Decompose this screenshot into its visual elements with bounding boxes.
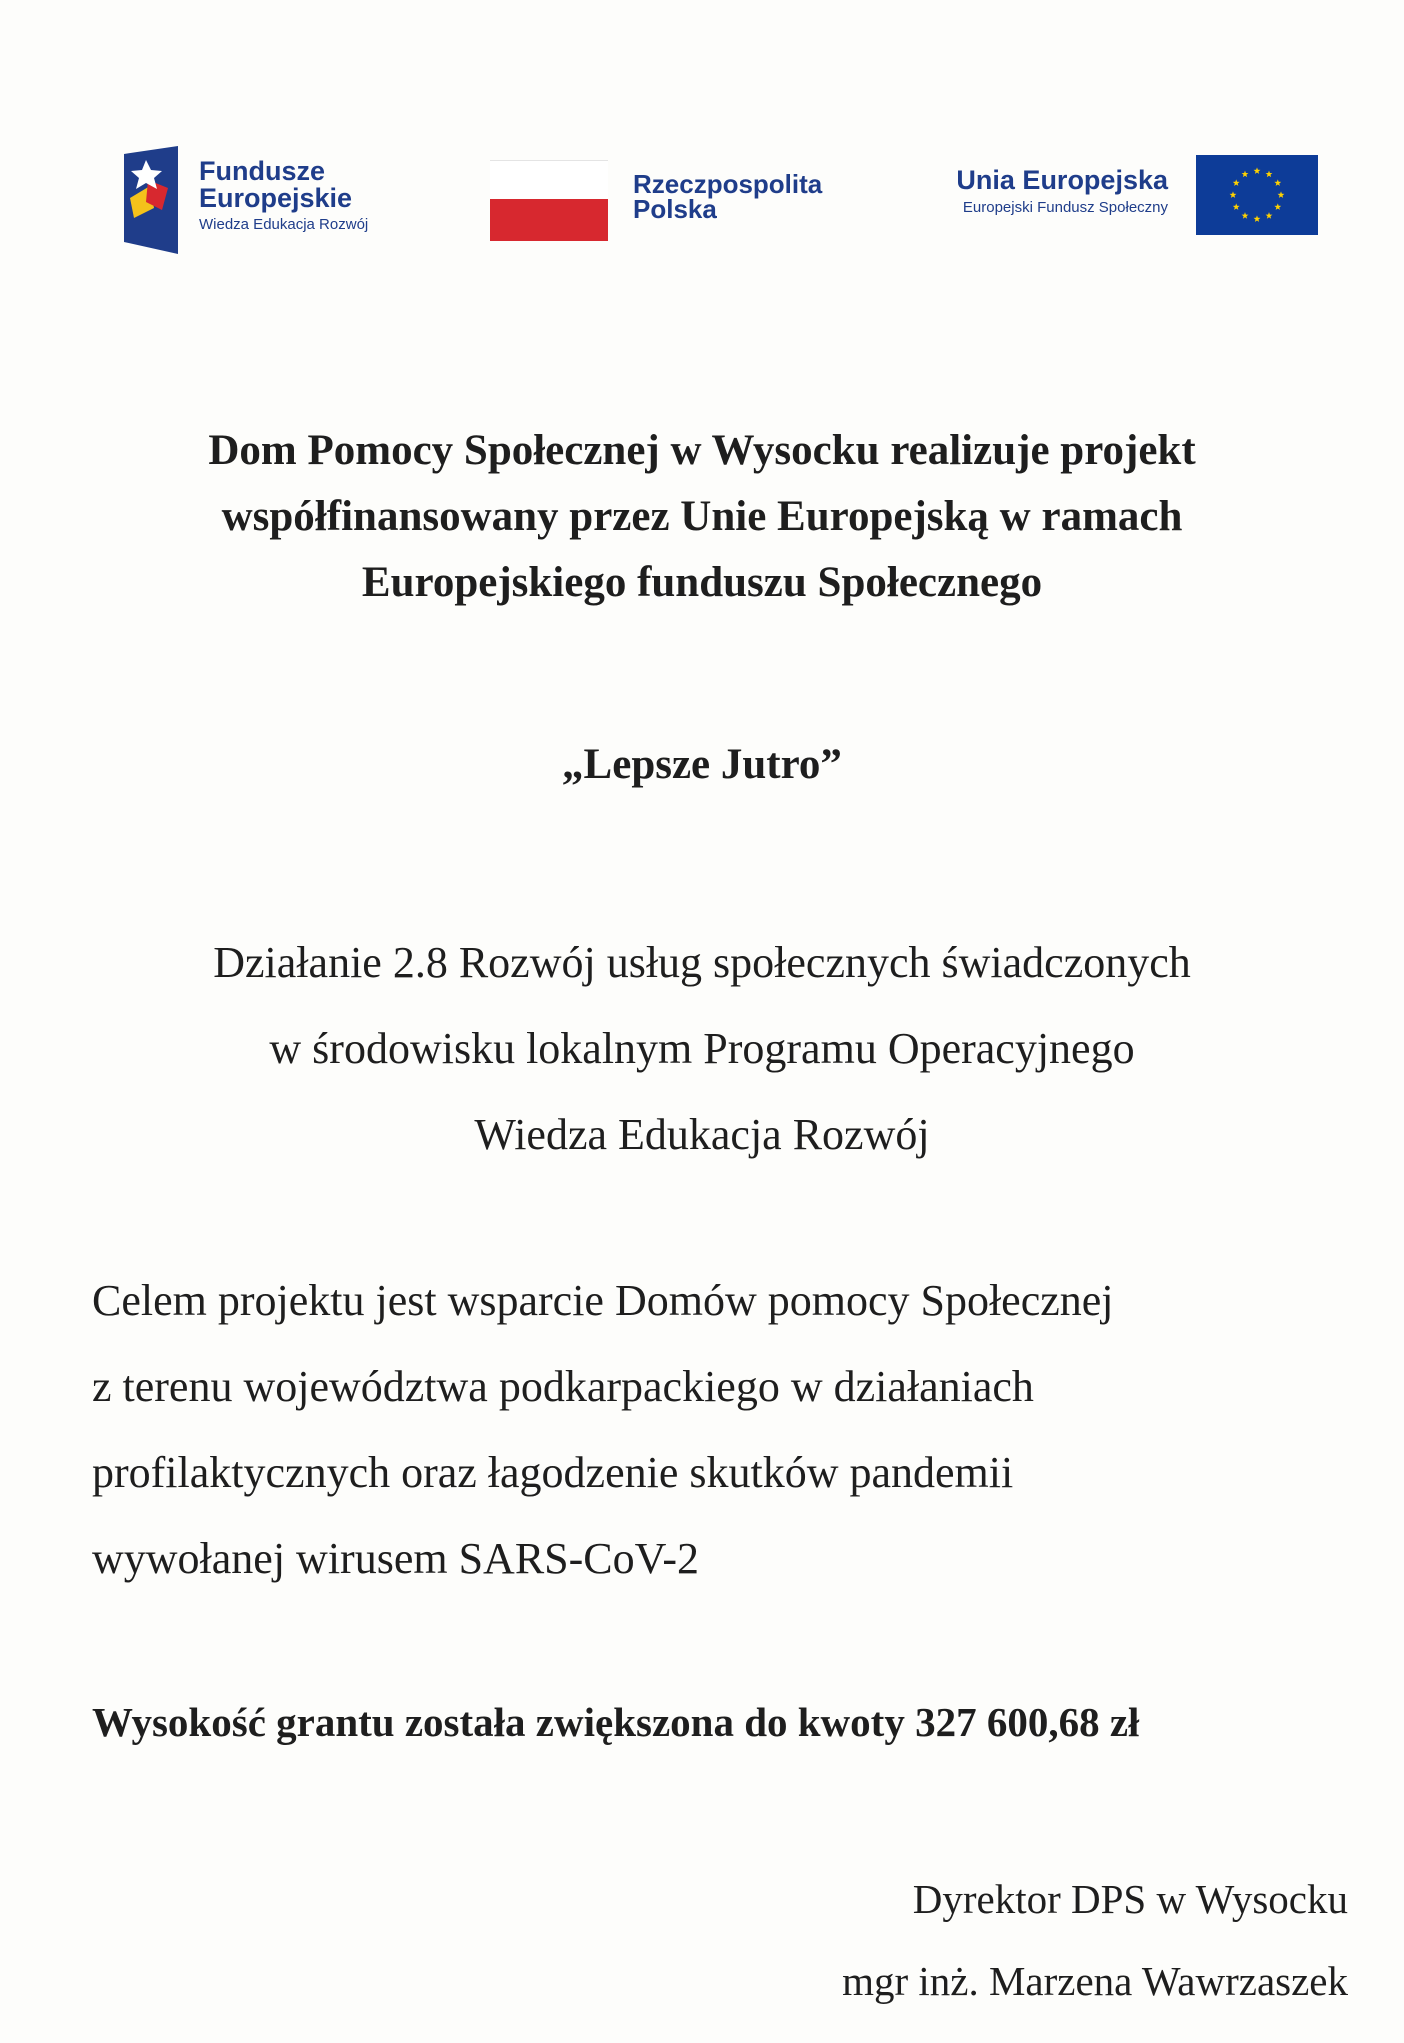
fe-logo-line2: Europejskie [199,183,353,213]
eu-star-icon [1274,179,1281,186]
action-line1: Działanie 2.8 Rozwój usług społecznych świadczonych [213,938,1191,987]
rp-logo-line1: Rzeczpospolita [633,169,823,199]
eu-star-icon [1266,171,1273,178]
title-line3: Europejskiego funduszu Społecznego [361,559,1043,606]
signature-line2: mgr inż. Marzena Wawrzaszek [842,1958,1348,2004]
grant-amount: Wysokość grantu została zwiększona do kwoty 327 600,68 zł [92,1699,1140,1745]
eu-star-icon [1242,171,1249,178]
logo-bar [0,0,1404,300]
ue-logo-line2: Europejski Fundusz Społeczny [962,199,1168,216]
unia-europejska-logo [956,164,1168,220]
fundusze-europejskie-logo-icon [124,146,180,254]
eu-star-icon [1233,203,1240,210]
signature-block [842,1858,1348,2022]
eu-star-icon [1230,191,1237,198]
title-line1: Dom Pomocy Społecznej w Wysocku realizuje projekt [208,427,1196,474]
eu-star-icon [1254,167,1261,174]
goal-line3: profilaktycznych oraz łagodzenie skutków pandemii [92,1448,1014,1497]
eu-star-icon [1278,191,1285,198]
fe-logo-line3: Wiedza Edukacja Rozwój [199,216,369,233]
ue-logo-line1: Unia Europejska [956,165,1168,195]
eu-star-icon [1266,212,1273,219]
polish-flag-icon [490,160,608,240]
page-title [0,418,1404,616]
eu-star-icon [1233,179,1240,186]
project-goal [92,1258,1312,1602]
eu-star-icon [1242,212,1249,219]
action-description [0,920,1404,1178]
action-line3: Wiedza Edukacja Rozwój [474,1110,930,1159]
goal-line2: z terenu województwa podkarpackiego w działaniach [92,1362,1034,1411]
rzeczpospolita-polska-logo [633,169,823,224]
eu-star-icon [1274,203,1281,210]
fe-logo-line1: Fundusze [199,156,325,186]
goal-line4: wywołanej wirusem SARS-CoV-2 [92,1534,700,1583]
rp-logo-line2: Polska [633,194,717,224]
action-line2: w środowisku lokalnym Programu Operacyjnego [269,1024,1135,1073]
title-line2: współfinansowany przez Unie Europejską w ramach [221,493,1183,540]
eu-star-icon [1254,215,1261,222]
signature-line1: Dyrektor DPS w Wysocku [912,1876,1348,1922]
fundusze-europejskie-logo [199,158,368,238]
eu-flag-icon [1196,155,1318,235]
goal-line1: Celem projektu jest wsparcie Domów pomocy Społecznej [92,1276,1114,1325]
project-name: „Lepsze Jutro” [562,741,842,788]
